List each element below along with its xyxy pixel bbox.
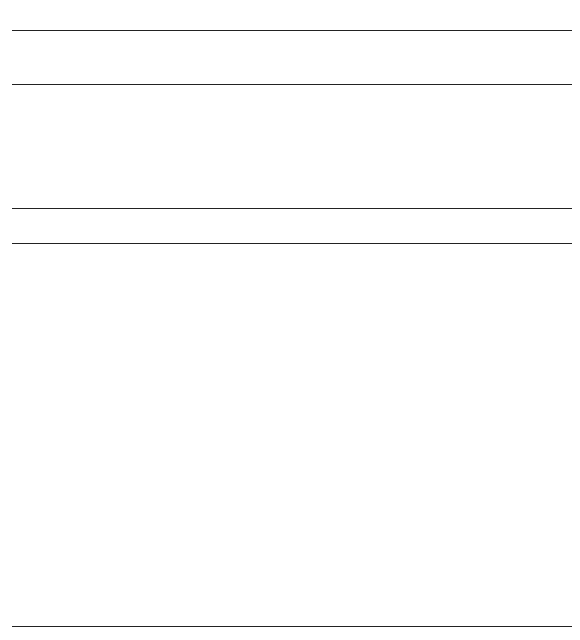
actions-header-rule [12,243,572,244]
header-rule [12,84,572,85]
bottom-rule [12,626,572,627]
section-rule [12,208,572,209]
table-title [12,11,18,29]
top-rule [12,30,572,31]
